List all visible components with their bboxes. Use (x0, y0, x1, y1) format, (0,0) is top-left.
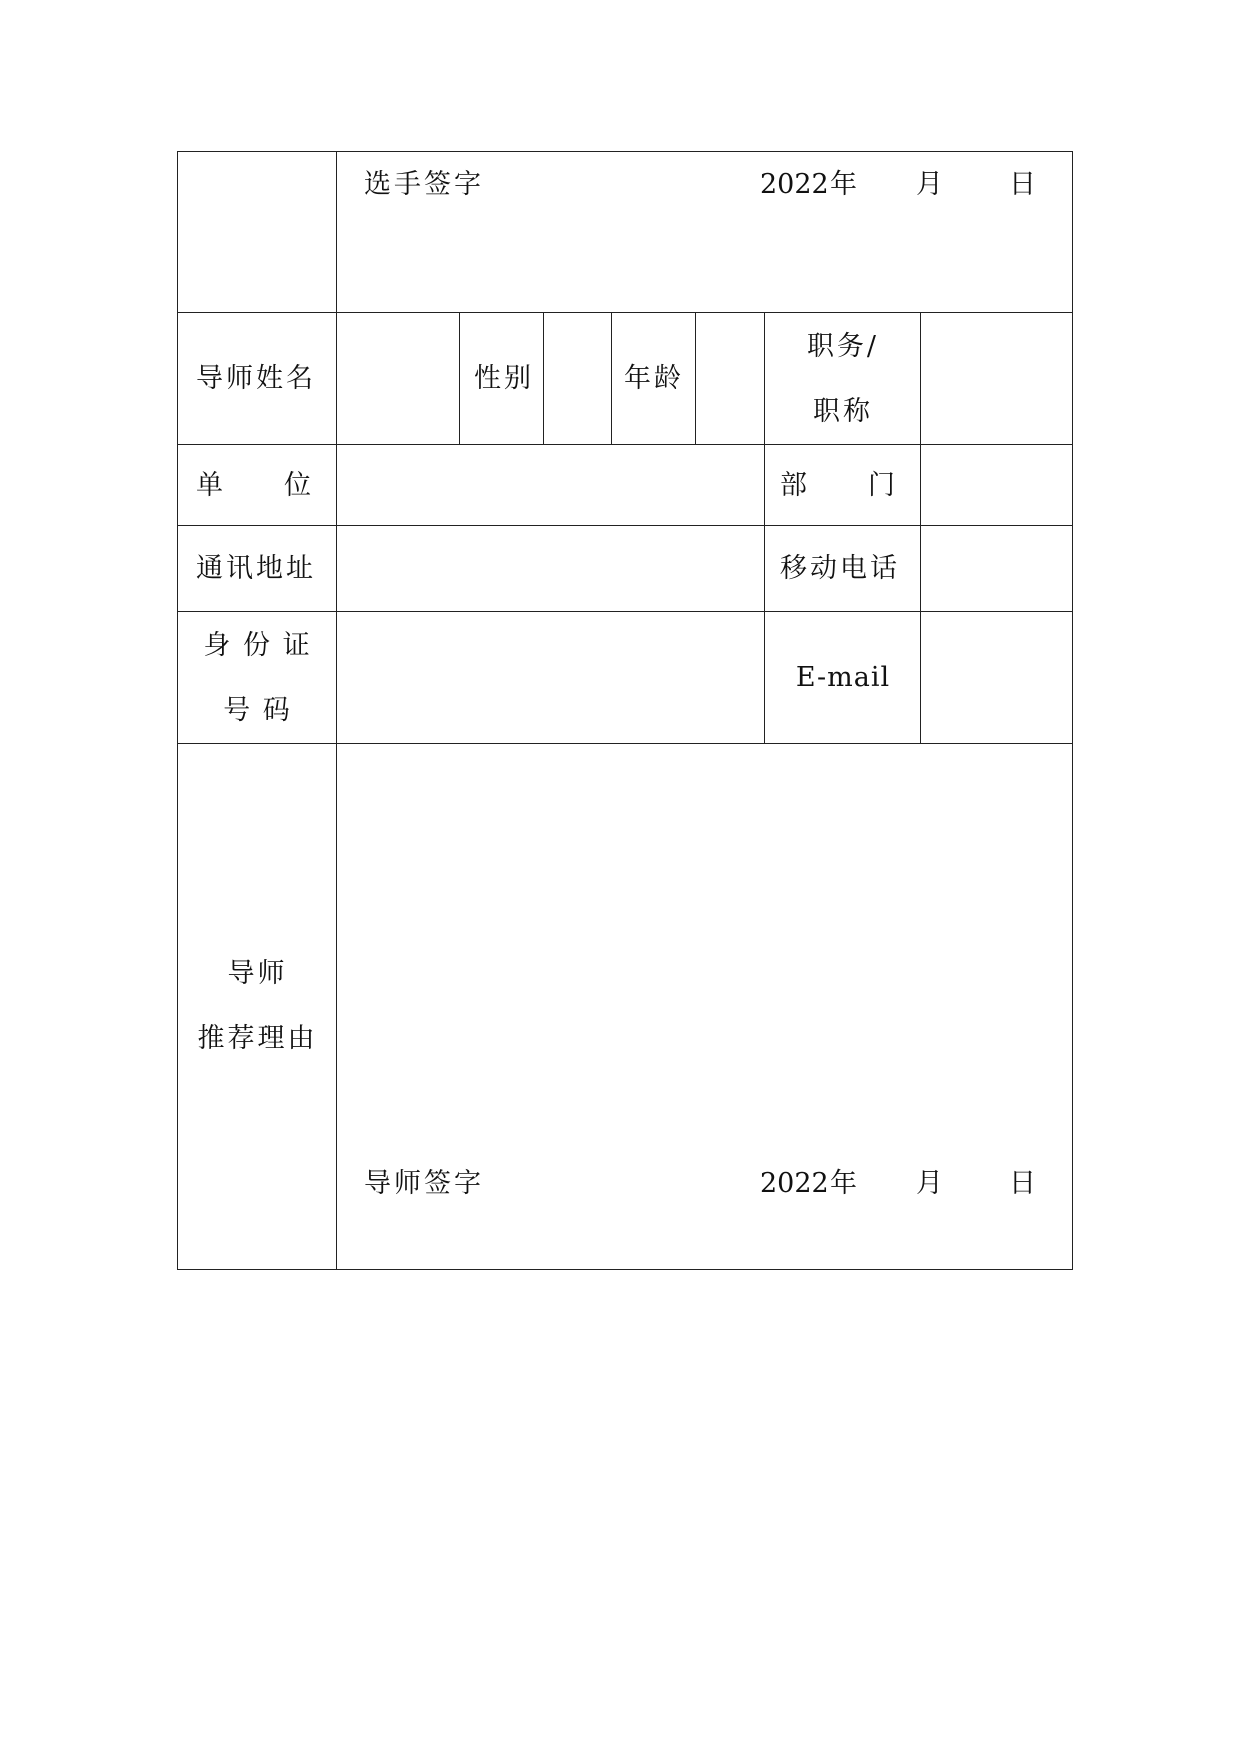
id-number-label-line1: 身 份 证 (203, 630, 312, 661)
recommend-label-line1: 导师 (227, 958, 288, 989)
position-title-label-line2: 职称 (813, 396, 873, 427)
id-number-label-line2: 号 码 (223, 695, 292, 726)
age-label: 年龄 (624, 363, 684, 394)
tutor-month-unit: 月 (916, 1168, 946, 1199)
row-divider (177, 444, 1073, 445)
col-divider (695, 312, 696, 444)
tutor-signature-label: 导师签字 (364, 1168, 484, 1199)
month-unit: 月 (916, 169, 946, 200)
row-divider (177, 743, 1073, 744)
position-title-field[interactable] (922, 314, 1071, 442)
mobile-phone-field[interactable] (922, 527, 1071, 610)
col-divider (764, 312, 765, 743)
player-signature-label: 选手签字 (364, 169, 484, 200)
address-field[interactable] (338, 527, 763, 610)
col-divider (543, 312, 544, 444)
tutor-signature-field[interactable] (338, 1150, 1071, 1268)
row-divider (177, 611, 1073, 612)
unit-field[interactable] (338, 446, 763, 524)
address-label: 通讯地址 (196, 553, 316, 584)
col-divider (459, 312, 460, 444)
recommend-reason-field[interactable] (338, 745, 1071, 1145)
id-number-field[interactable] (338, 613, 763, 742)
col-divider (920, 312, 921, 743)
email-label: E-mail (795, 662, 891, 693)
year-unit: 年 (830, 169, 860, 200)
position-title-label-line1: 职务/ (806, 331, 880, 362)
col-divider-label (336, 151, 337, 1270)
department-field[interactable] (922, 446, 1071, 524)
gender-field[interactable] (545, 314, 610, 442)
tutor-name-field[interactable] (338, 314, 458, 442)
mobile-phone-label: 移动电话 (780, 553, 900, 584)
tutor-signature-year: 2022 (760, 1168, 829, 1199)
signature-year: 2022 (760, 169, 829, 200)
email-field[interactable] (922, 613, 1071, 742)
tutor-name-label: 导师姓名 (196, 363, 316, 394)
row-divider (177, 525, 1073, 526)
age-field[interactable] (697, 314, 763, 442)
player-signature-field[interactable] (338, 153, 1071, 310)
gender-label: 性别 (474, 363, 534, 394)
department-label-char2: 门 (868, 470, 898, 501)
tutor-day-unit: 日 (1009, 1168, 1039, 1199)
col-divider (611, 312, 612, 444)
department-label-char1: 部 (780, 470, 810, 501)
unit-label-char1: 单 (196, 470, 226, 501)
row-divider (177, 312, 1073, 313)
recommend-label-line2: 推荐理由 (197, 1023, 318, 1054)
day-unit: 日 (1009, 169, 1039, 200)
tutor-year-unit: 年 (830, 1168, 860, 1199)
unit-label-char2: 位 (284, 470, 314, 501)
